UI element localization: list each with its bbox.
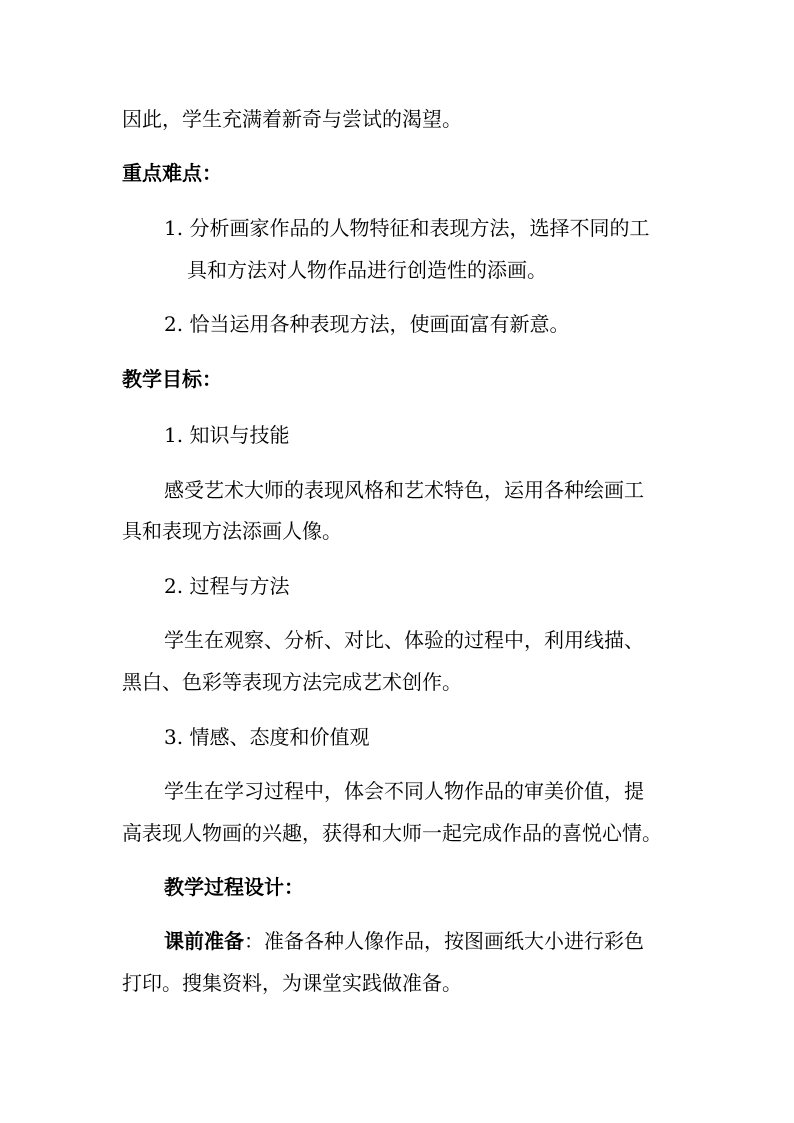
- key-point-2: 2. 恰当运用各种表现方法，使画面富有新意。: [164, 312, 570, 336]
- key-point-1-line-1: 1. 分析画家作品的人物特征和表现方法，选择不同的工: [164, 216, 650, 240]
- prep-line-2: 打印。搜集资料，为课堂实践做准备。: [122, 971, 462, 995]
- goal-1-line-1: 感受艺术大师的表现风格和艺术特色，运用各种绘画工: [164, 478, 644, 502]
- goal-3-line-1: 学生在学习过程中，体会不同人物作品的审美价值，提: [164, 779, 644, 803]
- goal-2-line-2: 黑白、色彩等表现方法完成艺术创作。: [122, 670, 462, 694]
- goal-1-line-2: 具和表现方法添画人像。: [122, 519, 342, 543]
- prep-label: 课前准备: [164, 929, 244, 953]
- key-point-1-line-2: 具和方法对人物作品进行创造性的添画。: [187, 258, 547, 282]
- goal-3-title: 3. 情感、态度和价值观: [164, 725, 370, 749]
- prep-line-1: [164, 928, 644, 954]
- goal-1-title: 1. 知识与技能: [164, 423, 290, 447]
- goal-2-line-1: 学生在观察、分析、对比、体验的过程中，利用线描、: [164, 628, 644, 652]
- prep-text: ：准备各种人像作品，按图画纸大小进行彩色: [244, 929, 644, 953]
- heading-key-points: 重点难点：: [122, 161, 222, 185]
- goal-3-line-2: 高表现人物画的兴趣，获得和大师一起完成作品的喜悦心情。: [122, 821, 662, 845]
- goal-2-title: 2. 过程与方法: [164, 574, 290, 598]
- heading-teaching-goals: 教学目标：: [122, 367, 222, 391]
- heading-teaching-process: 教学过程设计：: [164, 875, 304, 899]
- paragraph-intro-tail: 因此，学生充满着新奇与尝试的渴望。: [122, 107, 462, 131]
